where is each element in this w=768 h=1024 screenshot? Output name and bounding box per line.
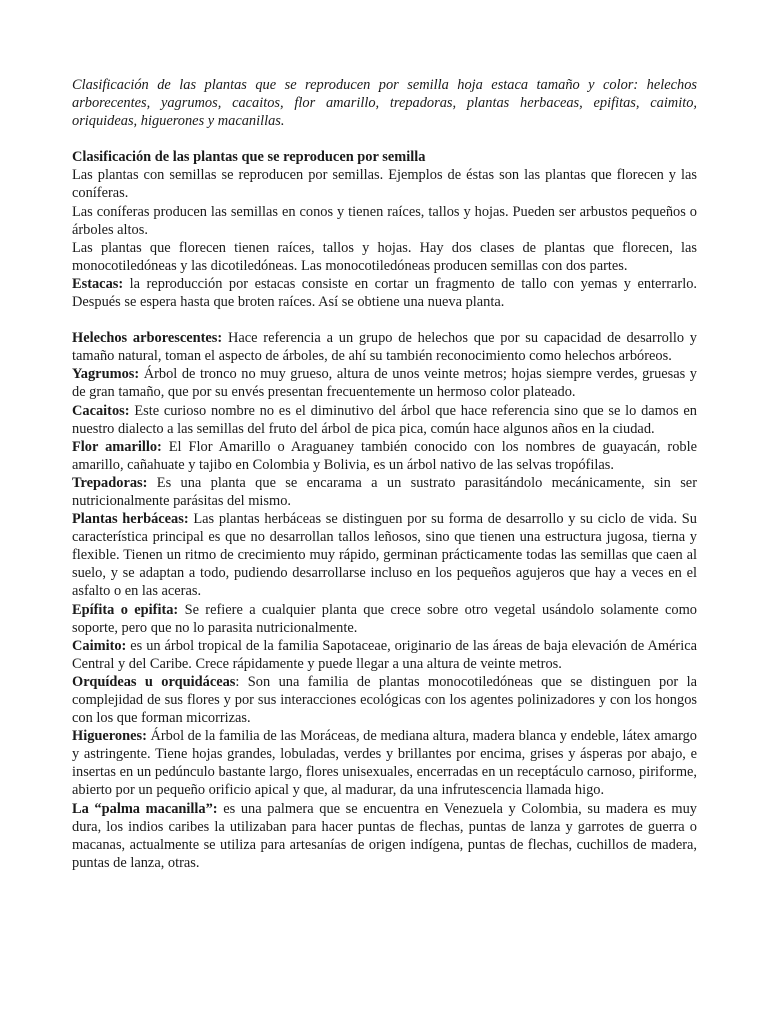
entry-trepadoras xyxy=(72,474,697,510)
term-text: El Flor Amarillo o Araguaney también conocido con los nombres de guayacán, roble amarillo, cañahuate y tajibo en Colombia y Bolivia, es un árbol nativo de las selvas tropófilas. xyxy=(72,438,697,473)
term-text: : Son una familia de plantas monocotiledóneas que se distinguen por la complejidad de sus flores y por sus interacciones ecológicas con los agentes polinizadores y con los hongos con los que forman micorrizas. xyxy=(72,673,697,727)
term-label: Yagrumos: xyxy=(72,366,140,383)
document-intro: Clasificación de las plantas que se reproducen por semilla hoja estaca tamaño y color: helechos arborecentes, yagrumos, cacaitos, flor amarillo, trepadoras, plantas herbaceas, epifitas, caimito, oriquideas, higuerones y macanillas. xyxy=(72,77,697,130)
term-text: Hace referencia a un grupo de helechos que por su capacidad de desarrollo y tamaño natural, toman el aspecto de árboles, de ahí su también reconocimiento como helechos arbóreos. xyxy=(72,330,697,365)
term-text: Este curioso nombre no es el diminutivo del árbol que hace referencia sino que se lo damos en nuestro dialecto a las semillas del fruto del árbol de pica pica, común hace algunos años en la ciudad. xyxy=(72,402,697,437)
term-text: Árbol de la familia de las Moráceas, de mediana altura, madera blanca y endeble, látex amargo y astringente. Tiene hojas grandes, lobuladas, verdes y brillantes por encima, grises y ásperas por abajo, e insertas en un pedúnculo bastante largo, flores unisexuales, encerradas en un receptáculo carnoso, piriforme, abierto por un pequeño orificio apical y que, al madurar, da una infrutescencia llamada higo. xyxy=(72,728,697,799)
paragraph: Las plantas que florecen tienen raíces, tallos y hojas. Hay dos clases de plantas que florecen, las monocotiledóneas y las dicotiledóneas. Las monocotiledóneas producen semillas con dos partes. xyxy=(72,239,697,274)
term-text: es una palmera que se encuentra en Venezuela y Colombia, su madera es muy dura, los indios caribes la utilizaban para hacer puntas de flechas, puntas de lanza y garrotes de guerra o macanas, actualmente se utiliza para artesanías de origen indígena, puntas de flechas, cuchillos de madera, puntas de lanza, otras. xyxy=(72,800,697,871)
entry-cacaitos xyxy=(72,402,697,438)
term-label: Plantas herbáceas: xyxy=(72,511,189,528)
paragraph: Las plantas con semillas se reproducen por semillas. Ejemplos de éstas son las plantas que florecen y las coníferas. xyxy=(72,167,697,202)
entry-caimito xyxy=(72,637,697,673)
term-text: Es una planta que se encarama a un sustrato parasitándolo mecánicamente, sin ser nutricionalmente parásitas del mismo. xyxy=(72,474,697,509)
entry-helechos xyxy=(72,329,697,365)
term-text: la reproducción por estacas consiste en cortar un fragmento de tallo con yemas y enterrarlo. Después se espera hasta que broten raíces. Así se obtiene una nueva planta. xyxy=(72,275,697,311)
entry-palma-macanilla xyxy=(72,800,697,872)
term-label: Cacaitos: xyxy=(72,402,130,419)
term-text: Las plantas herbáceas se distinguen por su forma de desarrollo y su ciclo de vida. Su característica principal es que no desarrollan tallos leñosos, sino que tienen una estructura jugosa, tierna y flexible. Tienen un ritmo de crecimiento muy rápido, germinan prácticamente todas las semillas que caen al suelo, y se adaptan a todo, pudiendo desarrollarse incluso en los pequeños agujeros que hay a veces en el asfalto o en las aceras. xyxy=(72,511,697,600)
section-heading: Clasificación de las plantas que se reproducen por semilla xyxy=(72,149,426,166)
document-page xyxy=(72,76,697,872)
term-text: Se refiere a cualquier planta que crece sobre otro vegetal usándolo solamente como soporte, pero que no lo parasita nutricionalmente. xyxy=(72,601,698,636)
entry-plantas-herbaceas xyxy=(72,510,697,600)
entry-orquideas xyxy=(72,673,697,727)
term-label: Higuerones: xyxy=(72,728,147,745)
entry-higuerones xyxy=(72,727,697,799)
entry-yagrumos xyxy=(72,365,697,401)
term-label: Caimito: xyxy=(72,637,127,654)
term-label: Flor amarillo: xyxy=(72,438,162,455)
term-label: Helechos arborescentes: xyxy=(72,330,223,347)
term-text: Árbol de tronco no muy grueso, altura de unos veinte metros; hojas siempre verdes, gruesas y de gran tamaño, que por su envés presentan frecuentemente un hermoso color plateado. xyxy=(72,366,697,401)
estacas-paragraph xyxy=(72,275,697,311)
paragraph: Las coníferas producen las semillas en conos y tienen raíces, tallos y hojas. Pueden ser arbustos pequeños o árboles altos. xyxy=(72,203,697,238)
term-text: es un árbol tropical de la familia Sapotaceae, originario de las áreas de baja elevación de América Central y del Caribe. Crece rápidamente y puede llegar a una altura de veinte metros. xyxy=(72,637,697,672)
term-label: Trepadoras: xyxy=(72,474,148,491)
entry-epifita xyxy=(72,601,697,637)
term-label: La “palma macanilla”: xyxy=(72,800,218,817)
entry-flor-amarillo xyxy=(72,438,697,474)
term-label: Epífita o epifita: xyxy=(72,601,179,618)
term-label: Orquídeas u orquidáceas xyxy=(72,673,236,690)
term-label: Estacas: xyxy=(72,275,124,292)
